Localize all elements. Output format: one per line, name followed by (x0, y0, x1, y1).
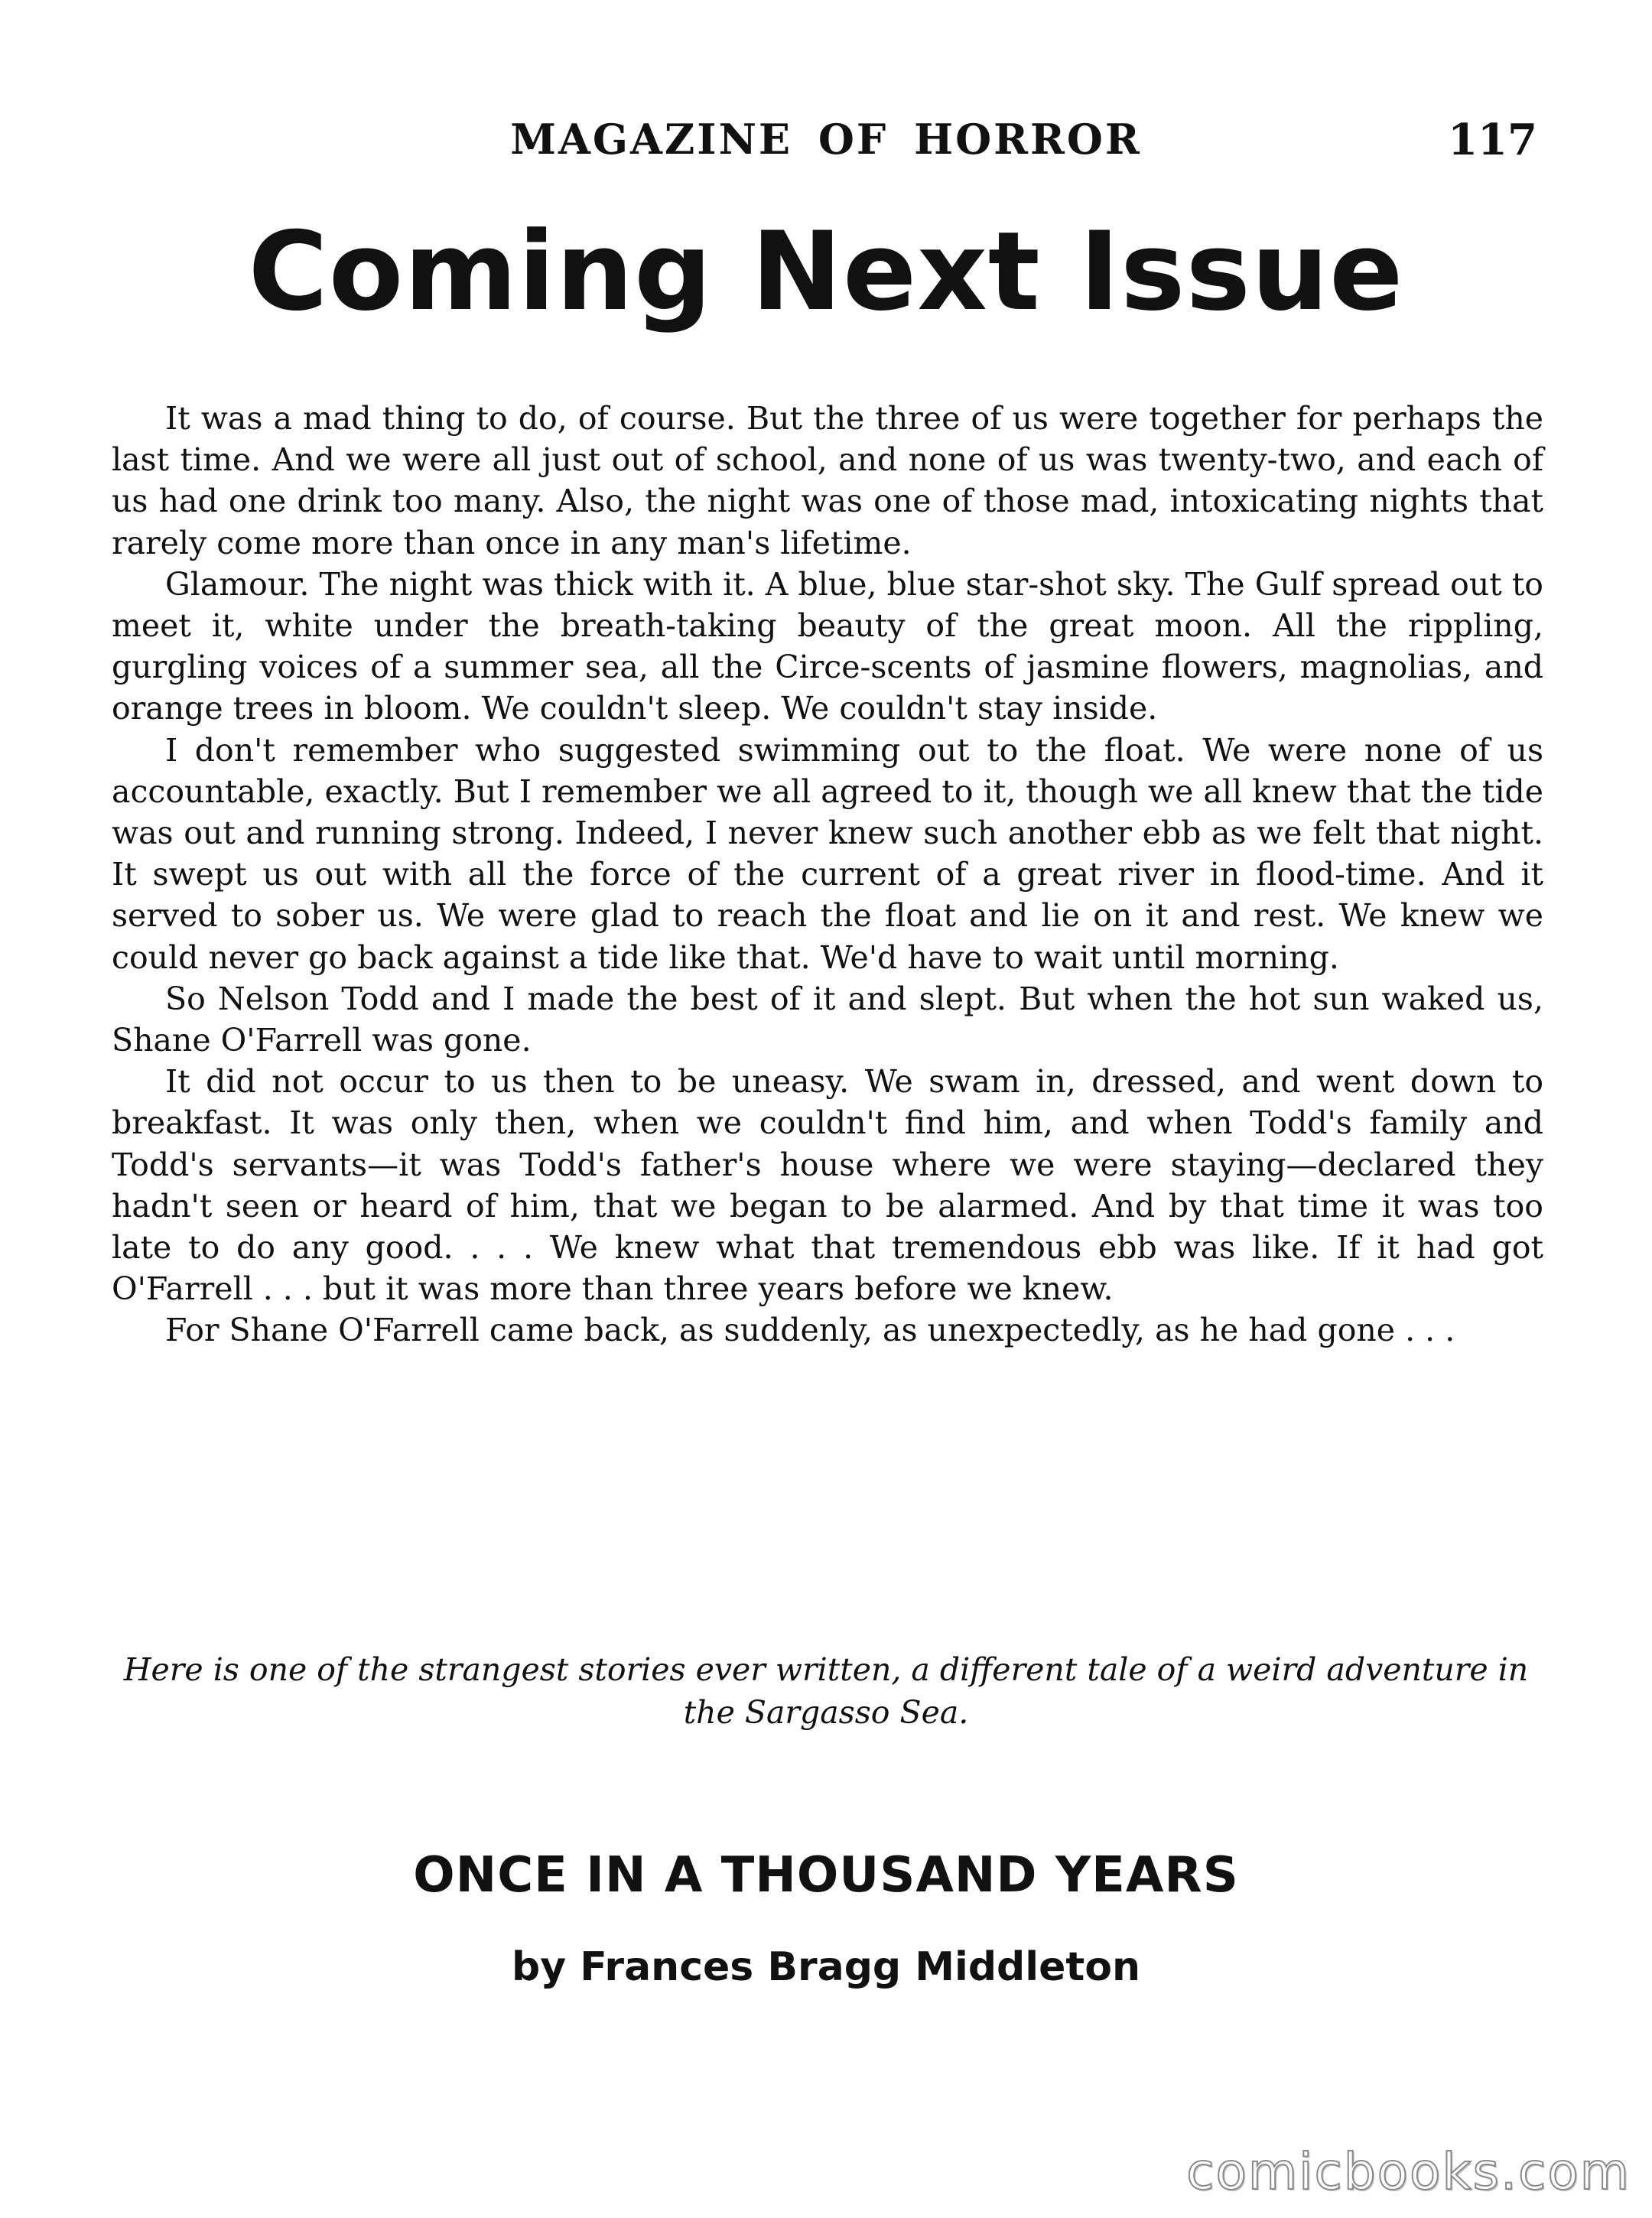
page-headline: Coming Next Issue (248, 209, 1404, 335)
excerpt-paragraph: Glamour. The night was thick with it. A blue, blue star-shot sky. The Gulf spread out to meet it, white under the breath-taking beauty of the great moon. All the rippling, gurgling voices of a summer sea, all the Circe-scents of jasmine flowers, magnolias, and orange trees in bloom. We couldn't sleep. We couldn't stay inside. (112, 565, 1543, 727)
watermark-logo: comicbooks.com (1186, 2142, 1631, 2201)
page-number: 117 (1448, 115, 1537, 165)
story-excerpt (112, 398, 1543, 1351)
magazine-title: MAGAZINE OF HORROR (510, 115, 1142, 164)
excerpt-paragraph: I don't remember who suggested swimming out to the float. We were none of us accountable, exactly. But I remember we all agreed to it, though we all knew that the tide was out and running strong. Indeed, I never knew such another ebb as we felt that night. It swept us out with all the force of the current of a great river in flood-time. And it served to sober us. We were glad to reach the float and lie on it and rest. We knew we could never go back against a tide like that. We'd have to wait until morning. (112, 731, 1543, 976)
story-title: ONCE IN A THOUSAND YEARS (413, 1847, 1239, 1904)
story-blurb: Here is one of the strangest stories ever written, a different tale of a weird adventure in the Sargasso Sea. (123, 1651, 1529, 1731)
excerpt-paragraph: It did not occur to us then to be uneasy. We swam in, dressed, and went down to breakfast. It was only then, when we couldn't find him, and when Todd's family and Todd's servants—it was Todd's father's house where we were staying—declared they hadn't seen or heard of him, that we began to be alarmed. And by that time it was too late to do any good. . . . We knew what that tremendous ebb was like. If it had got O'Farrell . . . but it was more than three years before we knew. (112, 1063, 1543, 1308)
running-head (115, 115, 1537, 168)
excerpt-paragraph: It was a mad thing to do, of course. But the three of us were together for perhaps the last time. And we were all just out of school, and none of us was twenty-two, and each of us had one drink too many. Also, the night was one of those mad, intoxicating nights that rarely come more than once in any man's lifetime. (112, 400, 1543, 561)
excerpt-paragraph: So Nelson Todd and I made the best of it and slept. But when the hot sun waked us, Shane O'Farrell was gone. (112, 980, 1543, 1059)
excerpt-paragraph: For Shane O'Farrell came back, as suddenly, as unexpectedly, as he had gone . . . (165, 1312, 1455, 1349)
story-byline: by Frances Bragg Middleton (512, 1944, 1140, 1990)
